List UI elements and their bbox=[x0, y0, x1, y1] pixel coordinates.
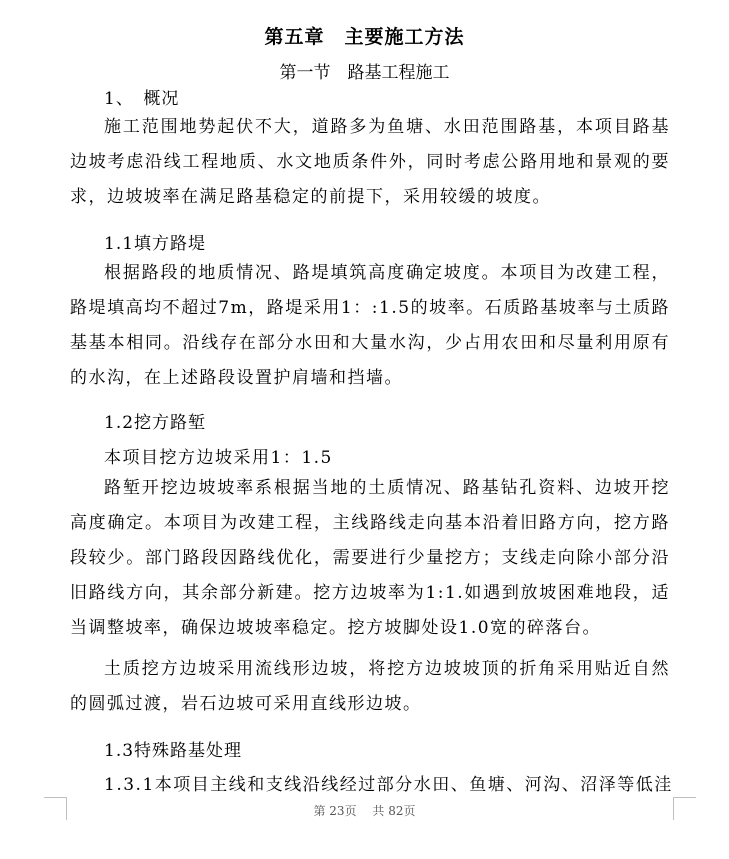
heading-overview: 1、 概况 bbox=[104, 89, 180, 109]
page-footer bbox=[0, 802, 729, 819]
paragraph-cut-detail: 路堑开挖边坡坡率系根据当地的土质情况、路基钻孔资料、边坡开挖高度确定。本项目为改建工程，主线路线走向基本沿着旧路方向，挖方路段较少。部门路段因路线优化，需要进行少量挖方；支线走向除小部分沿旧路线方向，其余部分新建。挖方边坡率为1:1.如遇到放坡困难地段，适当调整坡率，确保边坡坡率稳定。挖方坡脚处设1.0宽的碎落台。 bbox=[70, 478, 670, 638]
paragraph-fill-embankment: 根据路段的地质情况、路堤填筑高度确定坡度。本项目为改建工程，路堤填高均不超过7m，路堤采用1：:1.5的坡率。石质路基坡率与土质路基基本相同。沿线存在部分水田和大量水沟，少占用农田和尽量利用原有的水沟，在上述路段设置护肩墙和挡墙。 bbox=[70, 263, 670, 388]
paragraph-cut-slope: 本项目挖方边坡采用1：1.5 bbox=[104, 448, 333, 468]
paragraph-cut-soil: 土质挖方边坡采用流线形边坡，将挖方边坡坡顶的折角采用贴近自然的圆弧过渡，岩石边坡可采用直线形边坡。 bbox=[70, 659, 670, 714]
heading-fill-embankment: 1.1填方路堤 bbox=[104, 234, 207, 254]
heading-special-subgrade: 1.3特殊路基处理 bbox=[104, 741, 243, 761]
paragraph-overview: 施工范围地势起伏不大，道路多为鱼塘、水田范围路基，本项目路基边坡考虑沿线工程地质、水文地质条件外，同时考虑公路用地和景观的要求，边坡坡率在满足路基稳定的前提下，采用较缓的坡度。 bbox=[70, 117, 670, 207]
paragraph-special-subgrade: 1.3.1本项目主线和支线沿线经过部分水田、鱼塘、河沟、沼泽等低洼 bbox=[104, 775, 673, 795]
page-number-total: 共 82页 bbox=[372, 804, 416, 818]
page-number-current: 第 23页 bbox=[313, 804, 357, 818]
chapter-title: 第五章 主要施工方法 bbox=[264, 26, 465, 48]
section-title: 第一节 路基工程施工 bbox=[279, 63, 450, 83]
heading-cut-excavation: 1.2挖方路堑 bbox=[104, 413, 207, 433]
